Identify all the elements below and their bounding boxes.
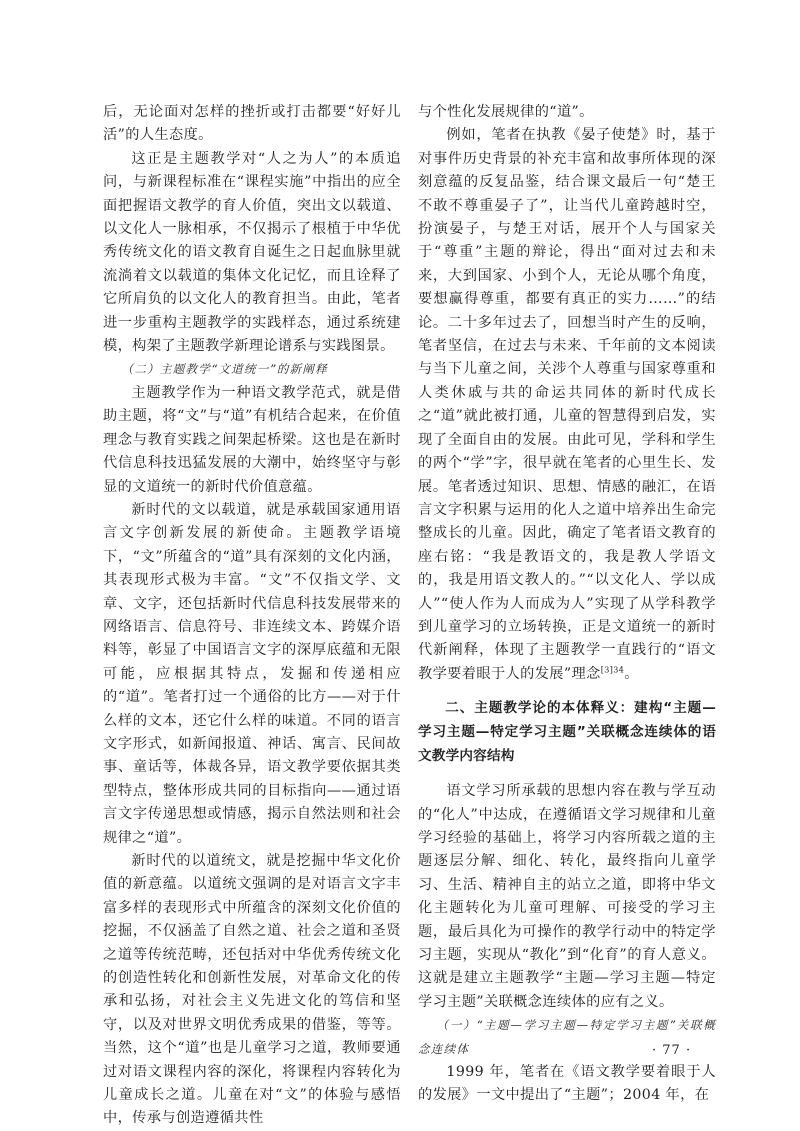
page-number: · 77 · [652,1043,692,1058]
paragraph: 语文学习所承载的思想内容在教与学互动的“化人”中达成，在遵循语文学习规律和儿童学习经验的基础上，将学习内容所载之道的主题逐层分解、细化、转化，最终指向儿童学习、生活、精神自主的站立之道，即将中华文化主题转化为儿童可理解、可接受的学习主题，最后具化为可操作的教学行动中的特定学习主题，实现从“教化”到“化育”的育人意义。这就是建立主题教学“主题—学习主题—特定学习主题”关联概念连续体的应有之义。 [418,783,716,1010]
paragraph: 后，无论面对怎样的挫折或打击都要“好好儿活”的人生态度。 [103,104,401,144]
subsection-heading: （一）“主题—学习主题—特定学习主题”关联概念连续体 [418,1018,716,1056]
paragraph: 1999 年，笔者在《语文教学要着眼于人的发展》一文中提出了“主题”；2004 年，在 [418,1064,716,1104]
paragraph: 新时代的文以载道，就是承载国家通用语言文字创新发展的新使命。主题教学语境下，“文”所蕴含的“道”具有深刻的文化内涵，其表现形式极为丰富。“文”不仅指文学、文章、文字，还包括新时代信息科技发展带来的网络语言、信息符号、非连续文本、跨媒介语料等，彰显了中国语言文字的深厚底蕴和无限可能，应根据其特点，发掘和传递相应的“道”。笔者打过一个通俗的比方——对于什么样的文本，还它什么样的味道。不同的语言文字形式，如新闻报道、神话、寓言、民间故事、童话等，体裁各异，语文教学要依据其类型特点，整体形成共同的目标指向——通过语言文字传递思想或情感，揭示自然法则和社会规律之“道”。 [103,501,401,846]
paragraph-text: 例如，笔者在执教《晏子使楚》时，基于对事件历史背景的补充丰富和故事所体现的深刻意蕴的反复品鉴，结合课文最后一句“楚王不敢不尊重晏子了”，让当代儿童跨越时空，扮演晏子，与楚王对话，展开个人与国家关于“尊重”主题的辩论，得出“面对过去和未来，大到国家、小到个人，无论从哪个角度，要想赢得尊重，都要有真正的实力……”的结论。二十多年过去了，回想当时产生的反响，笔者坚信，在过去与未来、千年前的文本阅读与当下儿童之间，关涉个人尊重与国家尊重和人类休戚与共的命运共同体的新时代成长之“道”就此被打通，儿童的智慧得到启发，实现了全面自由的发展。由此可见，学科和学生的两个“学”字，很早就在笔者的心里生长、发展。笔者透过知识、思想、情感的融汇，在语言文字积累与运用的化人之道中培养出生命完整成长的儿童。因此，确定了笔者语文教育的座右铭：“我是教语文的，我是教人学语文的，我是用语文教人的。”“以文化人、学以成人”“使人作为人而成为人”实现了从学科教学到儿童学习的立场转换，正是文道统一的新时代新阐释，体现了主题教学一直践行的“语文教学要着眼于人的发展”理念 [418,127,716,682]
paragraph: 新时代的以道统文，就是挖掘中华文化价值的新意蕴。以道统文强调的是对语言文字丰富多样的表现形式中所蕴含的深刻文化价值的挖掘，不仅涵盖了自然之道、社会之道和圣贤之道等传统范畴，还包括对中华优秀传统文化的创造性转化和创新性发展，对革命文化的传承和弘扬，对社会主义先进文化的笃信和坚守，以及对世界文明优秀成果的借鉴，等等。当然，这个“道”也是儿童学习之道，教师要通过对语文课程内容的深化，将课程内容转化为儿童成长之道。儿童在对“文”的体验与感悟中，传承与创造遵循共性 [103,853,401,1127]
section-heading: 二、主题教学论的本体释义：建构“主题—学习主题—特定学习主题”关联概念连续体的语文教学内容结构 [418,700,716,765]
paragraph: 主题教学作为一种语文教学范式，就是借助主题，将“文”与“道”有机结合起来，在价值理念与教育实践之间架起桥梁。这也是在新时代信息科技迅猛发展的大潮中，始终坚守与彰显的文道统一的新时代价值意蕴。 [103,384,401,495]
paragraph: 与个性化发展规律的“道”。 [418,104,594,120]
right-column [418,101,716,1108]
paragraph-end: 。 [624,665,639,682]
citation-marker: [3]34 [600,665,625,675]
left-column [103,101,401,1131]
paragraph: 这正是主题教学对“人之为人”的本质追问，与新课程标准在“课程实施”中指出的应全面把握语文教学的育人价值，突出文以载道、以文化人一脉相承，不仅揭示了根植于中华优秀传统文化的语文教育自诞生之日起血脉里就流淌着文以载道的集体文化记忆，而且诠释了它所肩负的以文化人的教育担当。由此，笔者进一步重构主题教学的实践样态，通过系统建模，构架了主题教学新理论谱系与实践图景。 [103,150,401,355]
paragraph [418,124,716,686]
subsection-heading: （二）主题教学“文道统一”的新阐释 [121,362,328,377]
